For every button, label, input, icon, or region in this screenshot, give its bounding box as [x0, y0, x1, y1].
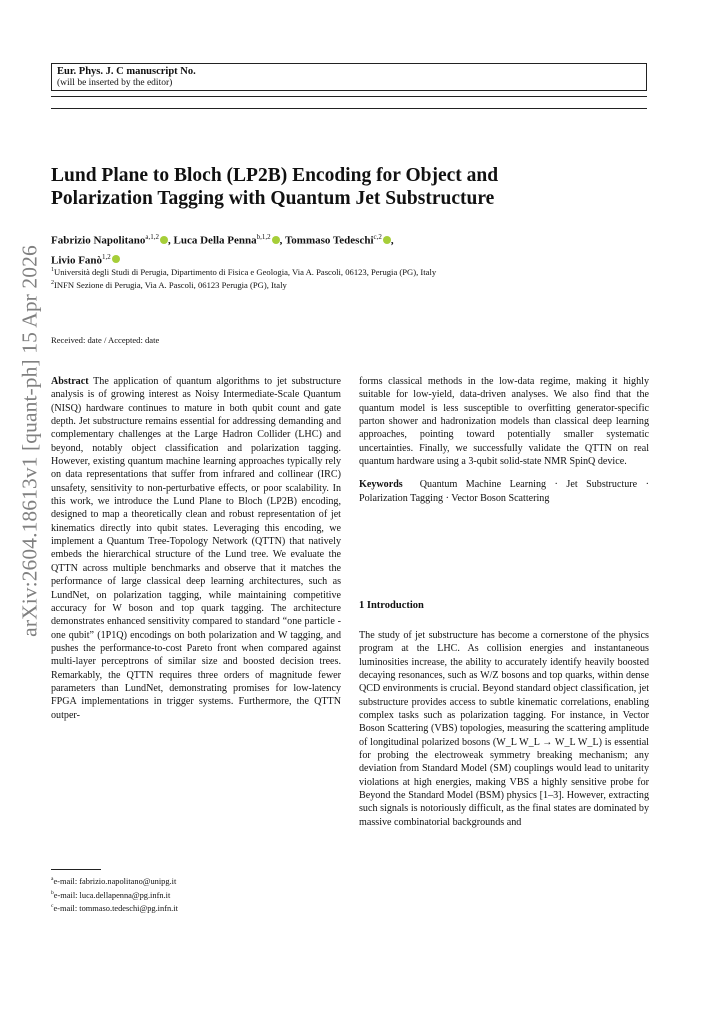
author-name: Livio Fanò: [51, 254, 103, 267]
footnote-item: [51, 874, 178, 888]
author-sup: 1,2: [102, 252, 111, 261]
author-name: Fabrizio Napolitano: [51, 234, 146, 247]
arxiv-stamp: [15, 245, 45, 637]
arxiv-stamp-text: arXiv:2604.18613v1 [quant-ph] 15 Apr 2026: [17, 245, 42, 637]
title-line-2: Polarization Tagging with Quantum Jet Substructure: [51, 188, 495, 209]
journal-header-box: [51, 63, 647, 91]
footnote-item: [51, 888, 178, 902]
author-sup: c,2: [373, 233, 382, 241]
author-name: Tommaso Tedeschi: [284, 234, 374, 247]
affiliation-item: [51, 278, 671, 291]
abstract-text: The application of quantum algorithms to jet substructure analysis is of growing interest as Noisy Intermediate-Scale Quantum (NISQ) hardware continues to mature in both qubit count and gate depth. Jet substructure remains essential for addressing demanding and complementary challenges at the Large Hadron Collider (LHC) and beyond, notably object classification and polarization tagging. However, existing quantum machine learning approaches typically rely on data representations that suffer from infrared and collinear (IRC) unsafety, sensitivity to non-perturbative effects, or poor scalability. In this work, we introduce the Lund Plane to Bloch (LP2B) encoding, designed to map a theoretically clean and robust representation of jet kinematics directly into qubit states. Leveraging this encoding, we implement a Quantum Tree-Topology Network (QTTN) that natively embeds the hierarchical structure of the Lund tree. We evaluate the QTTN across multiple benchmarks and observe that it matches the performance of large classical deep learning architectures, such as LundNet, on polarization tagging, while maintaining competitive accuracy for W boson and top quark tagging. The architecture demonstrates enhanced sensitivity compared to standard “one particle - one qubit” (1P1Q) encodings on both polarization and W tagging, and pushes the performance-to-cost Pareto front when compared against multi-layer perceptrons of similar size and boosted decision trees. Remarkably, the QTTN requires three orders of magnitude fewer parameters than LundNet, demonstrating promises for low-latency FPGA implementations in trigger systems. Furthermore, the QTTN outper-: [51, 376, 341, 721]
affiliation-text: Università degli Studi di Perugia, Dipartimento di Fisica e Geologia, Via A. Pascoli, 06123, Perugia (PG), Italy: [54, 266, 437, 277]
keywords: [359, 478, 649, 505]
journal-name: Eur. Phys. J. C manuscript No.: [57, 66, 196, 77]
orcid-icon[interactable]: [112, 255, 120, 263]
author-sup: a,1,2: [145, 233, 160, 241]
abstract-left-column: [51, 375, 341, 722]
introduction-text: The study of jet substructure has become a cornerstone of the physics program at the LHC. As collision energies and instantaneous luminosities increase, the ability to accurately identify heavily boosted decaying resonances, such as W/Z bosons and top quarks, within dense QCD environments is crucial. Beyond standard object classification, jet substructure provides access to subtle kinematic correlations, enabling complex tasks such as polarization tagging. For instance, in Vector Boson Scattering (VBS) topologies, measuring the scattering amplitude of longitudinal polarized bosons (W_L W_L → W_L W_L) is essential for probing the electroweak symmetry breaking mechanism; any deviation from Standard Model (SM) couplings would lead to unitarity violations at high energies, making VBS a highly sensitive probe for Beyond the Standard Model (BSM) physics [1–3]. However, extracting such signals is notoriously difficult, as the final states are dominated by massive combinatorial backgrounds and: [359, 630, 649, 828]
keywords-label: Keywords: [359, 479, 403, 491]
journal-note: (will be inserted by the editor): [57, 78, 173, 88]
footnote-email[interactable]: e-mail: luca.dellapenna@pg.infn.it: [53, 890, 171, 900]
abstract-continued: forms classical methods in the low-data regime, making it highly suitable for low-yield, data-driven analyses. We also find that the quantum model is less susceptible to overfitting generator-specific parton shower and hadronization models than classical deep learning approaches, pointing toward potentially smaller systematic uncertainties. Finally, we successfully validate the QTTN on real quantum hardware using a 3-qubit solid-state NMR SpinQ device.: [359, 376, 649, 468]
affiliation-sup: 2: [51, 279, 54, 286]
footnote-sup: b: [51, 889, 54, 896]
footnote-sup: a: [51, 876, 54, 882]
footnote-email[interactable]: e-mail: tommaso.tedeschi@pg.infn.it: [53, 903, 178, 913]
affiliation-text: INFN Sezione di Perugia, Via A. Pascoli, 06123 Perugia (PG), Italy: [54, 279, 287, 290]
header-rule-bottom: [51, 108, 647, 109]
keywords-text: Quantum Machine Learning · Jet Substructure · Polarization Tagging · Vector Boson Scattering: [359, 479, 649, 504]
orcid-icon[interactable]: [160, 236, 168, 244]
footnote-item: [51, 901, 178, 915]
header-rule-top: [51, 96, 647, 97]
abstract-label: Abstract: [51, 376, 89, 387]
affiliation-sup: 1: [51, 267, 54, 273]
section-heading: 1 Introduction: [359, 600, 424, 611]
affiliations: [51, 265, 671, 291]
orcid-icon[interactable]: [272, 236, 280, 244]
affiliation-item: [51, 265, 671, 278]
author-name: Luca Della Penna: [173, 234, 257, 247]
author-sup: b,1,2: [256, 233, 271, 241]
orcid-icon[interactable]: [383, 236, 391, 244]
author-list: Fabrizio Napolitano$^{a,1,2}$ , Luca Della Penna$^{b,1,2}$ , Tommaso Tedeschi$^{c,2}$ , Livio Fanò$^{1,2}$: [51, 233, 394, 267]
footnote-email[interactable]: e-mail: fabrizio.napolitano@unipg.it: [53, 876, 177, 886]
abstract-right-column: [359, 375, 649, 505]
title-line-1: Lund Plane to Bloch (LP2B) Encoding for Object and: [51, 165, 499, 186]
footnote-rule: [51, 869, 101, 870]
received-date: Received: date / Accepted: date: [51, 335, 160, 345]
paper-title: [51, 164, 651, 210]
footnotes: [51, 874, 178, 915]
footnote-sup: c: [51, 903, 54, 910]
